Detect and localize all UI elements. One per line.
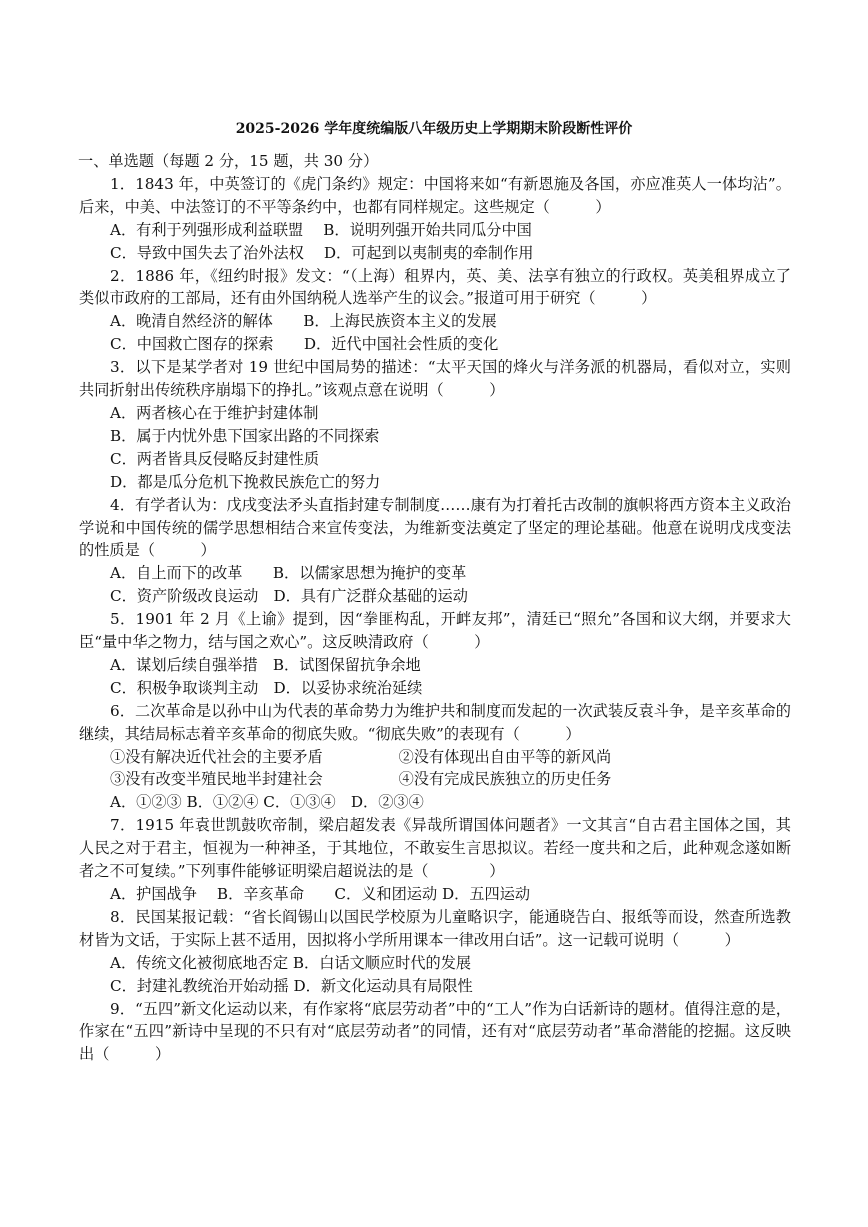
question-3-option-c: C．两者皆具反侵略反封建性质 — [110, 449, 320, 468]
question-2-stem: 2．1886 年，《纽约时报》发文：“（上海）租界内，英、美、法享有独立的行政权。英美租界成立了类似市政府的工部局，还有由外国纳税人选举产生的议会。”报道可用于研究（ ） — [79, 266, 791, 308]
question-5-options-line: A．谋划后续自强举措 B．试图保留抗争余地 — [110, 655, 421, 674]
question-9-stem: 9．“五四”新文化运动以来，有作家将“底层劳动者”中的“工人”作为白话新诗的题材。值得注意的是，作家在“五四”新诗中呈现的不只有对“底层劳动者”的同情，还有对“底层劳动者”革命潜能的挖掘。这反映出（ ） — [79, 999, 791, 1064]
exam-title: 2025-2026 学年度统编版八年级历史上学期期末阶段断性评价 — [235, 121, 633, 137]
question-3-option-b: B．属于内忧外患下国家出路的不同探索 — [110, 426, 380, 445]
question-7-stem: 7．1915 年袁世凯鼓吹帝制，梁启超发表《异哉所谓国体问题者》一文其言“自古君主国体之国，其人民之对于君主，恒视为一种神圣，于其地位，不敢妄生言思拟议。若经一度共和之后，此种观念遂如断者之不可复续。”下列事件能够证明梁启超说法的是（ ） — [79, 816, 791, 881]
question-4-options-line: A．自上而下的改革 B．以儒家思想为掩护的变革 — [110, 564, 467, 583]
question-2-options-line: A．晚清自然经济的解体 B．上海民族资本主义的发展 — [110, 312, 497, 331]
question-7-options-line: A．护国战争 B．辛亥革命 C．义和团运动 D．五四运动 — [110, 885, 531, 903]
exam-content — [79, 150, 791, 1066]
question-6-statements-line: ③没有改变半殖民地半封建社会 ④没有完成民族独立的历史任务 — [110, 770, 612, 789]
question-8-options-line: A．传统文化被彻底地否定 B．白话文顺应时代的发展 — [110, 953, 472, 972]
question-6-statements-line: ①没有解决近代社会的主要矛盾 ②没有体现出自由平等的新风尚 — [110, 747, 612, 766]
question-5-options-line: C．积极争取谈判主动 D．以妥协求统治延续 — [110, 678, 423, 697]
question-8-stem: 8．民国某报记载：“省长阎锡山以国民学校原为儿童略识字，能通晓告白、报纸等而设，然查所选教材皆为文话，于实际上甚不适用，因拟将小学所用课本一律改用白话”。这一记载可说明（ ） — [79, 907, 791, 949]
question-1-options-line: C．导致中国失去了治外法权 D．可起到以夷制夷的牵制作用 — [110, 243, 534, 262]
question-6-stem: 6．二次革命是以孙中山为代表的革命势力为维护共和制度而发起的一次武装反袁斗争，是辛亥革命的继续，其结局标志着辛亥革命的彻底失败。“彻底失败”的表现有（ ） — [79, 701, 791, 743]
question-4-stem: 4．有学者认为：戊戌变法矛头直指封建专制制度……康有为打着托古改制的旗帜将西方资本主义政治学说和中国传统的儒学思想相结合来宣传变法，为维新变法奠定了坚定的理论基础。他意在说明戊戌变法的性质是（ ） — [79, 495, 791, 560]
question-2-options-line: C．中国救亡图存的探索 D．近代中国社会性质的变化 — [110, 335, 499, 354]
question-3-option-d: D．都是瓜分危机下挽救民族危亡的努力 — [110, 472, 381, 491]
question-3-stem: 3．以下是某学者对 19 世纪中国局势的描述：“太平天国的烽火与洋务派的机器局，看似对立，实则共同折射出传统秩序崩塌下的挣扎。”该观点意在说明（ ） — [79, 358, 791, 400]
question-8-options-line: C．封建礼教统治开始动摇 D．新文化运动具有局限性 — [110, 976, 473, 995]
section-heading: 一、单选题（每题 2 分，15 题，共 30 分） — [78, 152, 379, 170]
question-6-options-line: A．①②③ B．①②④ C．①③④ D．②③④ — [110, 793, 424, 812]
question-5-stem: 5．1901 年 2 月《上谕》提到，因“拳匪构乱，开衅友邦”，清廷已“照允”各国和议大纲，并要求大臣“量中华之物力，结与国之欢心”。这反映清政府（ ） — [79, 610, 791, 652]
question-4-options-line: C．资产阶级改良运动 D．具有广泛群众基础的运动 — [110, 587, 468, 606]
question-1-options-line: A．有利于列强形成利益联盟 B．说明列强开始共同瓜分中国 — [110, 220, 532, 239]
question-3-option-a: A．两者核心在于维护封建体制 — [110, 403, 319, 422]
question-1-stem: 1．1843 年，中英签订的《虎门条约》规定：中国将来如“有新恩施及各国，亦应准英人一体均沾”。后来，中美、中法签订的不平等条约中，也都有同样规定。这些规定（ ） — [79, 174, 791, 216]
